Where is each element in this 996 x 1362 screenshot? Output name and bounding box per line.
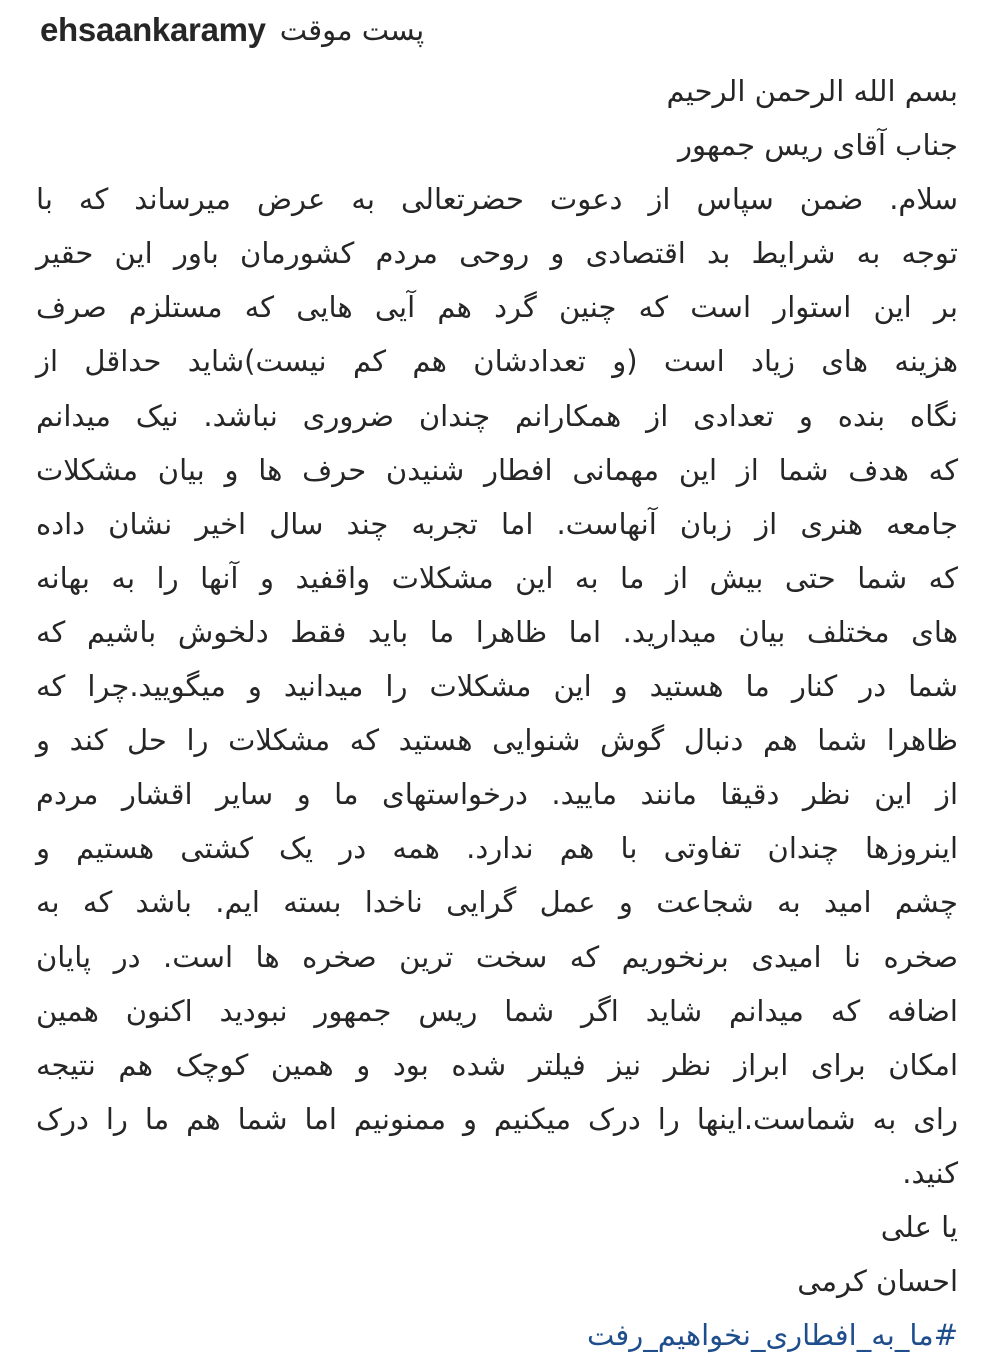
caption-line: از این نظر دقیقا مانند مایید. درخواستهای ما و سایر اقشار مردم xyxy=(36,777,958,812)
hashtag-link[interactable]: #ما_به_افطاری_نخواهیم_رفت xyxy=(586,1318,958,1353)
caption-line: های مختلف بیان میدارید. اما ظاهرا ما باید فقط دلخوش باشیم که xyxy=(36,614,958,649)
caption-line: توجه به شرایط بد اقتصادی و روحی مردم کشورمان باور این حقیر xyxy=(36,236,958,271)
caption-line: نگاه بنده و تعدادی از همکارانم چندان ضروری نباشد. نیک میدانم xyxy=(36,398,958,433)
caption-line: که هدف شما از این مهمانی افطار شنیدن حرف ها و بیان مشکلات xyxy=(36,452,958,487)
post-type-label: پست موقت xyxy=(279,13,425,47)
caption-line: چشم امید به شجاعت و عمل گرایی ناخدا بسته ایم. باشد که به xyxy=(36,885,958,920)
caption-line: که شما حتی بیش از ما به این مشکلات واقفید و آنها را به بهانه xyxy=(36,560,958,595)
post-header xyxy=(40,8,424,52)
caption-line: امکان برای ابراز نظر نیز فیلتر شده بود و همین کوچک هم نتیجه xyxy=(36,1047,958,1082)
caption-line: جامعه هنری از زبان آنهاست. اما تجربه چند سال اخیر نشان داده xyxy=(36,506,958,541)
caption-line: اینروزها چندان تفاوتی با هم ندارد. همه در یک کشتی هستیم و xyxy=(36,831,958,866)
post-caption xyxy=(36,64,958,1362)
caption-line: رای به شماست.اینها را درک میکنیم و ممنونیم اما شما هم ما را درک xyxy=(36,1101,958,1136)
caption-line: صخره نا امیدی برنخوریم که سخت ترین صخره ها است. در پایان xyxy=(36,939,958,974)
caption-line: کنید. xyxy=(902,1155,958,1190)
caption-line: شما در کنار ما هستید و این مشکلات را میدانید و میگویید.چرا که xyxy=(36,669,958,704)
caption-line: ظاهرا شما هم دنبال گوش شنوایی هستید که مشکلات را حل کند و xyxy=(36,723,958,758)
caption-line: هزینه های زیاد است (و تعدادشان هم کم نیست)شاید حداقل از xyxy=(36,344,958,379)
caption-line: جناب آقای ریس جمهور xyxy=(677,128,958,163)
caption-line: اضافه که میدانم شاید اگر شما ریس جمهور نبودید اکنون همین xyxy=(36,993,958,1028)
caption-line: سلام. ضمن سپاس از دعوت حضرتعالی به عرض میرساند که با xyxy=(36,182,958,217)
caption-line: احسان کرمی xyxy=(797,1264,958,1299)
caption-line: یا علی xyxy=(880,1209,958,1244)
caption-line: بر این استوار است که چنین گرد هم آیی هایی که مستلزم صرف xyxy=(36,290,958,325)
username[interactable]: ehsaankaramy xyxy=(40,11,266,48)
caption-line: بسم الله الرحمن الرحیم xyxy=(666,74,958,108)
